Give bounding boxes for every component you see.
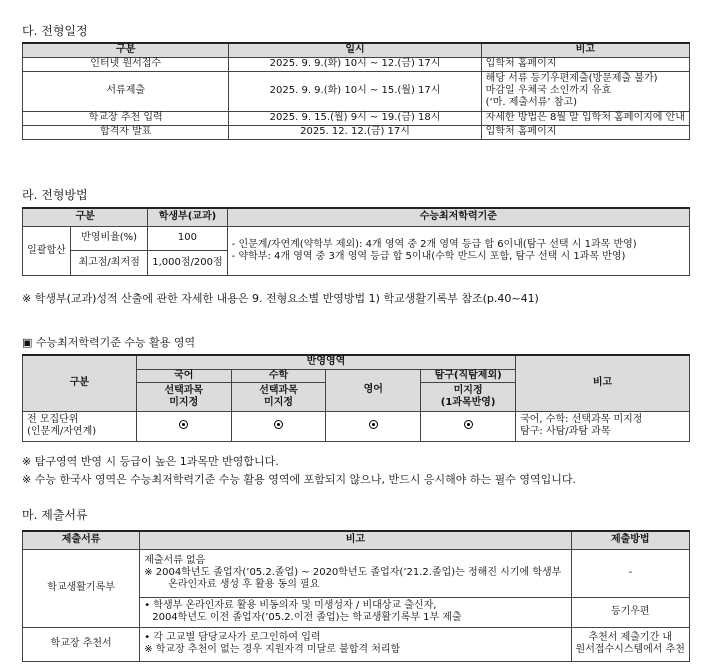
score-label: 최고점/최저점 bbox=[70, 250, 147, 275]
header-korean: 국어 bbox=[136, 369, 231, 382]
schedule-date: 2025. 12. 12.(금) 17시 bbox=[229, 125, 481, 139]
section-title-documents: 마. 제출서류 bbox=[22, 508, 88, 522]
doc-method: 추천서 제출기간 내 원서접수시스템에서 추천 bbox=[571, 627, 689, 661]
header-csat-min: 수능최저학력기준 bbox=[227, 208, 689, 226]
documents-table bbox=[22, 530, 690, 662]
ratio-value: 100 bbox=[148, 226, 227, 250]
header-school-record: 학생부(교과) bbox=[148, 208, 227, 226]
header-datetime: 일시 bbox=[229, 43, 481, 57]
schedule-table bbox=[22, 42, 690, 140]
header-note: 비고 bbox=[140, 531, 571, 549]
method-note: ※ 학생부(교과)성적 산출에 관한 자세한 내용은 9. 전형요소별 반영방법 1) 학교생활기록부 참조(p.40~41) bbox=[22, 292, 539, 305]
header-document: 제출서류 bbox=[23, 531, 140, 549]
schedule-label: 인터넷 원서접수 bbox=[23, 57, 229, 71]
doc-note: • 각 고교별 담당교사가 로그인하여 입력 ※ 학교장 추천이 없는 경우 지원자격 미달로 불합격 처리함 bbox=[140, 627, 571, 661]
header-gubun: 구분 bbox=[23, 43, 229, 57]
circle-dot-icon bbox=[179, 420, 188, 429]
header-areas: 반영영역 bbox=[136, 355, 515, 369]
circle-dot-icon bbox=[464, 420, 473, 429]
csat-note-2: ※ 수능 한국사 영역은 수능최저학력기준 수능 활용 영역에 포함되지 않으나, 반드시 응시해야 하는 필수 영역입니다. bbox=[22, 473, 576, 486]
header-gubun: 구분 bbox=[23, 355, 137, 411]
schedule-note: 자세한 방법은 8월 말 입학처 홈페이지에 안내 bbox=[481, 111, 689, 125]
doc-label: 학교생활기록부 bbox=[23, 549, 140, 627]
header-english: 영어 bbox=[326, 369, 421, 411]
sub-math: 선택과목 미지정 bbox=[231, 382, 326, 411]
group-label: 일괄합산 bbox=[23, 226, 71, 275]
schedule-label: 학교장 추천 입력 bbox=[23, 111, 229, 125]
doc-method: 등기우편 bbox=[571, 597, 689, 627]
row-note: 국어, 수학: 선택과목 미지정 탐구: 사탐/과탐 과목 bbox=[516, 411, 690, 441]
sub-inquiry: 미지정 (1과목반영) bbox=[421, 382, 516, 411]
schedule-date: 2025. 9. 9.(화) 10시 ~ 12.(금) 17시 bbox=[229, 57, 481, 71]
schedule-note: 입학처 홈페이지 bbox=[481, 57, 689, 71]
section-title-schedule: 다. 전형일정 bbox=[22, 24, 88, 38]
schedule-note: 입학처 홈페이지 bbox=[481, 125, 689, 139]
doc-note: • 학생부 온라인자료 활용 비동의자 및 미생성자 / 비대상교 출신자, 2004학년도 이전 졸업자(’05.2.이전 졸업)는 학교생활기록부 1부 제출 bbox=[140, 597, 571, 627]
schedule-date: 2025. 9. 15.(월) 9시 ~ 19.(금) 18시 bbox=[229, 111, 481, 125]
header-math: 수학 bbox=[231, 369, 326, 382]
doc-note: 제출서류 없음 ※ 2004학년도 졸업자(’05.2.졸업) ~ 2020학년도 졸업자(’21.2.졸업)는 정해진 시기에 학생부 온라인자료 생성 후 활용 동의 필요 bbox=[140, 549, 571, 597]
section-title-csat-areas: ▣ 수능최저학력기준 수능 활용 영역 bbox=[22, 336, 196, 349]
header-gubun: 구분 bbox=[23, 208, 148, 226]
circle-dot-icon bbox=[369, 420, 378, 429]
sub-korean: 선택과목 미지정 bbox=[136, 382, 231, 411]
score-value: 1,000점/200점 bbox=[148, 250, 227, 275]
header-note: 비고 bbox=[516, 355, 690, 411]
header-method: 제출방법 bbox=[571, 531, 689, 549]
method-table bbox=[22, 207, 690, 276]
header-inquiry: 탐구(직탐제외) bbox=[421, 369, 516, 382]
header-note: 비고 bbox=[481, 43, 689, 57]
csat-area-table bbox=[22, 354, 690, 442]
schedule-label: 합격자 발표 bbox=[23, 125, 229, 139]
schedule-label: 서류제출 bbox=[23, 71, 229, 111]
doc-label: 학교장 추천서 bbox=[23, 627, 140, 661]
doc-method: - bbox=[571, 549, 689, 597]
row-label: 전 모집단위 (인문계/자연계) bbox=[23, 411, 137, 441]
csat-criteria: - 인문계/자연계(약학부 제외): 4개 영역 중 2개 영역 등급 합 6이내(탐구 선택 시 1과목 반영) - 약학부: 4개 영역 중 3개 영역 등급 합 5이내(수학 반드시 포함, 탐구 선택 시 1과목 반영) bbox=[227, 226, 689, 275]
schedule-note: 해당 서류 등기우편제출(방문제출 불가) 마감일 우체국 소인까지 유효 (‘마. 제출서류’ 참고) bbox=[481, 71, 689, 111]
schedule-date: 2025. 9. 9.(화) 10시 ~ 15.(월) 17시 bbox=[229, 71, 481, 111]
csat-note-1: ※ 탐구영역 반영 시 등급이 높은 1과목만 반영합니다. bbox=[22, 455, 279, 468]
section-title-method: 라. 전형방법 bbox=[22, 188, 88, 202]
ratio-label: 반영비율(%) bbox=[70, 226, 147, 250]
circle-dot-icon bbox=[274, 420, 283, 429]
